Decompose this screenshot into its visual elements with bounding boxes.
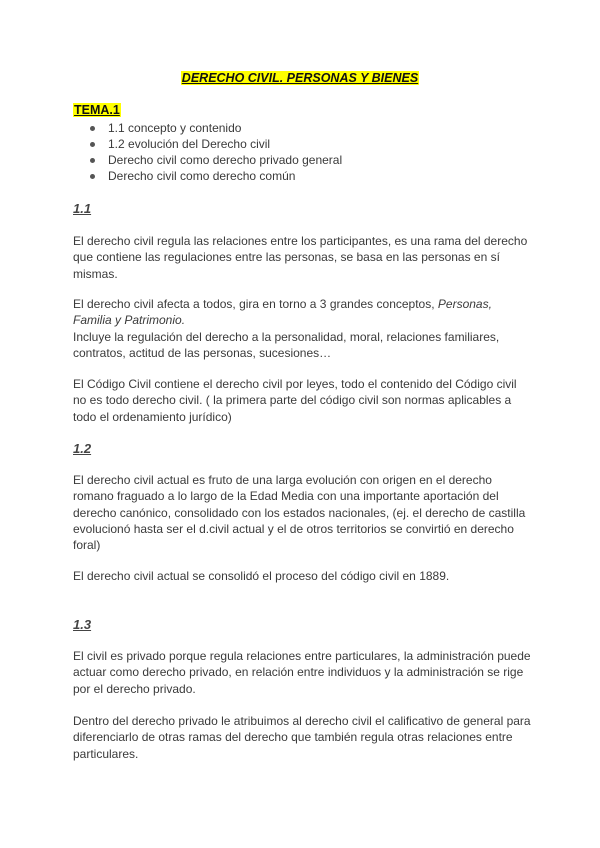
paragraph: El derecho civil regula las relaciones entre los participantes, es una rama del derecho que contiene las regulaciones entre las personas, se basa en las personas en sí mismas. (73, 234, 528, 281)
list-item: Derecho civil como derecho común (88, 168, 342, 184)
list-item: 1.2 evolución del Derecho civil (88, 136, 342, 152)
section-heading-1-3: 1.3 (73, 617, 92, 632)
list-item: Derecho civil como derecho privado general (88, 152, 342, 168)
paragraph: El Código Civil contiene el derecho civil por leyes, todo el contenido del Código civil no es todo derecho civil. ( la primera parte del código civil son normas aplicables a todo el ordenamiento jurídico) (73, 377, 517, 424)
topic-outline (88, 120, 342, 184)
paragraph: El derecho civil actual se consolidó el proceso del código civil en 1889. (73, 569, 450, 583)
topic-heading: TEMA.1 (74, 103, 120, 117)
list-item: 1.1 concepto y contenido (88, 120, 342, 136)
section-heading-1-2: 1.2 (73, 441, 92, 456)
document-title: DERECHO CIVIL. PERSONAS Y BIENES (181, 71, 419, 85)
paragraph: El derecho civil actual es fruto de una larga evolución con origen en el derecho romano fraguado a lo largo de la Edad Media con una importante aportación del derecho canónico, consolidado con los estados nacionales, (ej. el derecho de castilla evolucionó hasta ser el d.civil actual y el de otros territorios se convirtió en derecho foral) (73, 473, 526, 553)
paragraph: El civil es privado porque regula relaciones entre particulares, la administración puede actuar como derecho privado, en relación entre individuos y la administración se rige por el derecho privado. (73, 649, 531, 696)
paragraph: Dentro del derecho privado le atribuimos al derecho civil el calificativo de general para diferenciarlo de otras ramas del derecho que también regula otras relaciones entre particulares. (73, 714, 531, 761)
paragraph: El derecho civil afecta a todos, gira en torno a 3 grandes conceptos, Personas, Familia y Patrimonio. Incluye la regulación del derecho a la personalidad, moral, relaciones familiares, contratos, actitud de las personas, sucesiones… (73, 297, 500, 360)
section-heading-1-1: 1.1 (73, 201, 92, 216)
